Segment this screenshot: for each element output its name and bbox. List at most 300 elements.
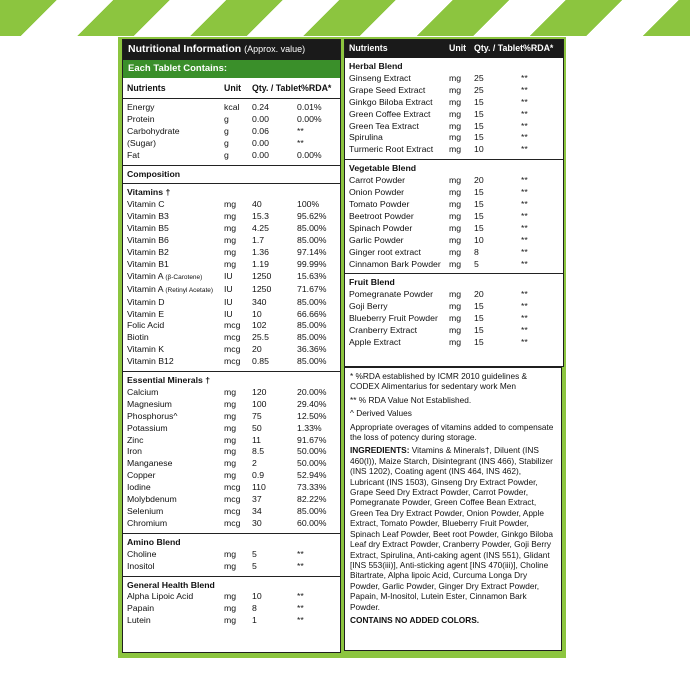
table-row bbox=[123, 435, 340, 447]
ingredients-paragraph bbox=[350, 445, 556, 612]
right-table bbox=[344, 39, 564, 367]
no-colors-note bbox=[350, 615, 556, 625]
unit: mg bbox=[449, 210, 462, 221]
unit: mg bbox=[224, 410, 237, 421]
rda-value: ** bbox=[297, 137, 304, 148]
table-row bbox=[345, 337, 563, 349]
nutrient-name: Manganese bbox=[127, 458, 173, 469]
nutrient-name: Garlic Powder bbox=[349, 234, 404, 245]
rda-value: 91.67% bbox=[297, 434, 327, 445]
unit: mg bbox=[224, 548, 237, 559]
rda-value: ** bbox=[521, 132, 528, 143]
energy-section bbox=[123, 102, 340, 162]
unit: mcg bbox=[224, 494, 241, 505]
table-row bbox=[345, 259, 563, 271]
unit: mg bbox=[449, 144, 462, 155]
quantity: 15 bbox=[474, 187, 484, 198]
nutrient-name: Protein bbox=[127, 113, 155, 124]
unit: mg bbox=[449, 258, 462, 269]
unit: g bbox=[224, 125, 229, 136]
unit: mg bbox=[449, 187, 462, 198]
quantity: 8.5 bbox=[252, 446, 265, 457]
rda-value: ** bbox=[521, 175, 528, 186]
header-qty: Qty. / Tablet bbox=[474, 43, 524, 53]
rda-value: 85.00% bbox=[297, 332, 327, 343]
general-section bbox=[123, 591, 340, 627]
nutrient-name: Spirulina bbox=[349, 132, 383, 143]
unit: mg bbox=[449, 301, 462, 312]
quantity: 1 bbox=[252, 615, 257, 626]
quantity: 0.24 bbox=[252, 102, 269, 112]
quantity: 1.19 bbox=[252, 258, 269, 269]
nutrient-name: Selenium bbox=[127, 506, 164, 516]
nutrient-name: Vitamin B12 bbox=[127, 356, 174, 367]
nutrient-name: Carrot Powder bbox=[349, 175, 406, 186]
rda-value: ** bbox=[521, 72, 528, 83]
nutrient-name: Carbohydrate bbox=[127, 125, 180, 136]
rda-value: 99.99% bbox=[297, 258, 327, 269]
nutrient-name: Vitamin E bbox=[127, 308, 165, 319]
quantity: 110 bbox=[252, 482, 266, 493]
rda-value: ** bbox=[521, 120, 528, 131]
rda-value: 20.00% bbox=[297, 386, 327, 397]
table-row bbox=[123, 235, 340, 247]
rda-value: 85.00% bbox=[297, 320, 327, 331]
unit: g bbox=[224, 149, 229, 160]
table-row bbox=[123, 423, 340, 435]
overages-note: Appropriate overages of vitamins added to compensate the loss of potency during storage. bbox=[350, 421, 554, 443]
quantity: 30 bbox=[252, 517, 262, 528]
nutrient-name: Biotin bbox=[127, 332, 149, 343]
unit: mg bbox=[449, 84, 462, 95]
table-row bbox=[345, 73, 563, 85]
quantity: 340 bbox=[252, 296, 267, 307]
rda-value: 82.22% bbox=[297, 494, 327, 505]
nutrient-name: Magnesium bbox=[127, 398, 172, 409]
unit: mg bbox=[224, 591, 237, 602]
not-established-note: ** % RDA Value Not Established. bbox=[350, 394, 472, 405]
nutrient-name: Vitamin B1 bbox=[127, 258, 169, 269]
quantity: 0.00 bbox=[252, 113, 269, 124]
table-row bbox=[345, 325, 563, 337]
nutrient-name: Zinc bbox=[127, 434, 144, 445]
unit: mg bbox=[224, 446, 237, 457]
unit: mg bbox=[449, 198, 462, 209]
header-unit: Unit bbox=[224, 83, 242, 93]
unit: mg bbox=[224, 458, 237, 469]
nutrition-title: Nutritional Information bbox=[128, 43, 242, 55]
rda-value: 0.00% bbox=[297, 149, 322, 160]
divider bbox=[123, 98, 340, 99]
unit: mcg bbox=[224, 506, 241, 516]
rda-value: 50.00% bbox=[297, 446, 327, 457]
vitamins-label: Vitamins † bbox=[127, 187, 171, 198]
quantity: 15 bbox=[474, 108, 484, 119]
table-row bbox=[345, 301, 563, 313]
nutrient-name: Molybdenum bbox=[127, 494, 177, 505]
nutrient-name: Folic Acid bbox=[127, 320, 165, 331]
quantity: 5 bbox=[252, 560, 257, 571]
unit: IU bbox=[224, 296, 233, 307]
quantity: 102 bbox=[252, 320, 267, 331]
unit: mg bbox=[449, 234, 462, 245]
unit: mg bbox=[224, 434, 237, 445]
table-row bbox=[123, 494, 340, 506]
table-row bbox=[123, 138, 340, 150]
nutrient-name: Ginger root extract bbox=[349, 246, 421, 257]
table-row bbox=[123, 506, 340, 518]
quantity: 15 bbox=[474, 222, 484, 233]
table-row bbox=[123, 309, 340, 321]
table-row bbox=[123, 344, 340, 356]
nutrient-name: Calcium bbox=[127, 386, 159, 397]
header-nutrients: Nutrients bbox=[127, 83, 166, 93]
quantity: 10 bbox=[252, 308, 262, 319]
unit: mg bbox=[449, 222, 462, 233]
rda-value: ** bbox=[521, 258, 528, 269]
rda-value: 97.14% bbox=[297, 246, 327, 257]
table-row bbox=[123, 615, 340, 627]
unit: mg bbox=[224, 615, 237, 626]
rda-value: 1.33% bbox=[297, 422, 322, 433]
right-header-row bbox=[349, 42, 559, 55]
quantity: 40 bbox=[252, 199, 262, 210]
table-row bbox=[123, 259, 340, 271]
unit: mg bbox=[449, 120, 462, 131]
rda-value: 12.50% bbox=[297, 410, 327, 421]
quantity: 0.00 bbox=[252, 149, 269, 160]
unit: IU bbox=[224, 308, 233, 319]
rda-value: ** bbox=[521, 234, 528, 245]
nutrient-name: Choline bbox=[127, 548, 157, 559]
table-row bbox=[345, 289, 563, 301]
table-row bbox=[123, 387, 340, 399]
quantity: 15 bbox=[474, 313, 484, 324]
table-row bbox=[123, 102, 340, 114]
table-row bbox=[345, 144, 563, 156]
rda-value: 95.62% bbox=[297, 211, 327, 222]
unit: mg bbox=[224, 398, 237, 409]
quantity: 15 bbox=[474, 336, 484, 347]
table-row bbox=[345, 175, 563, 187]
amino-section bbox=[123, 549, 340, 573]
amino-label: Amino Blend bbox=[127, 536, 181, 547]
unit: mg bbox=[224, 560, 237, 571]
table-row bbox=[123, 126, 340, 138]
unit: mg bbox=[224, 470, 237, 481]
rda-value: 29.40% bbox=[297, 398, 327, 409]
unit: mg bbox=[224, 603, 237, 614]
quantity: 20 bbox=[474, 289, 484, 300]
quantity: 15 bbox=[474, 301, 484, 312]
nutrient-name: Apple Extract bbox=[349, 336, 401, 347]
unit: mg bbox=[224, 246, 237, 257]
divider bbox=[123, 371, 340, 372]
quantity: 20 bbox=[252, 344, 262, 355]
quantity: 10 bbox=[474, 144, 484, 155]
nutrient-name: Energy bbox=[127, 102, 155, 112]
nutrient-name: Goji Berry bbox=[349, 301, 388, 312]
nutrient-name: Cinnamon Bark Powder bbox=[349, 258, 441, 269]
unit: mg bbox=[449, 72, 462, 83]
vitamin-a-note: (β-Carotene) bbox=[163, 273, 203, 281]
quantity: 15 bbox=[474, 198, 484, 209]
rda-value: ** bbox=[521, 96, 528, 107]
quantity: 0.9 bbox=[252, 470, 265, 481]
unit: mcg bbox=[224, 482, 241, 493]
ingredients-label: INGREDIENTS: bbox=[350, 445, 410, 456]
quantity: 25.5 bbox=[252, 332, 269, 343]
rda-value: 73.33% bbox=[297, 482, 327, 493]
rda-value: 71.67% bbox=[297, 283, 327, 294]
unit: mg bbox=[449, 132, 462, 143]
quantity: 1250 bbox=[252, 283, 272, 294]
nutrient-name: Ginseng Extract bbox=[349, 72, 411, 83]
unit: mg bbox=[449, 175, 462, 186]
table-row bbox=[345, 313, 563, 325]
nutrient-name: Cranberry Extract bbox=[349, 325, 418, 336]
nutrient-name: Pomegranate Powder bbox=[349, 289, 434, 300]
nutrient-name: Ginkgo Biloba Extract bbox=[349, 96, 433, 107]
nutrient-name: Turmeric Root Extract bbox=[349, 144, 434, 155]
table-row bbox=[123, 199, 340, 211]
divider bbox=[123, 533, 340, 534]
table-row bbox=[123, 271, 340, 284]
label-panel bbox=[118, 37, 566, 658]
rda-value: 85.00% bbox=[297, 356, 327, 367]
rda-value: 36.36% bbox=[297, 344, 327, 355]
unit: g bbox=[224, 137, 229, 148]
rda-value: 52.94% bbox=[297, 470, 327, 481]
nutrient-name: Lutein bbox=[127, 615, 151, 626]
quantity: 100 bbox=[252, 398, 267, 409]
rda-value: ** bbox=[297, 548, 304, 559]
divider bbox=[123, 165, 340, 166]
table-row bbox=[123, 446, 340, 458]
nutrient-name: Vitamin B2 bbox=[127, 246, 169, 257]
minerals-section bbox=[123, 387, 340, 530]
quantity: 0.85 bbox=[252, 356, 269, 367]
nutrient-name: Iron bbox=[127, 446, 142, 457]
quantity: 37 bbox=[252, 494, 262, 505]
rda-value: 85.00% bbox=[297, 296, 327, 307]
quantity: 15 bbox=[474, 120, 484, 131]
table-row bbox=[123, 247, 340, 259]
left-header-row bbox=[123, 82, 340, 95]
table-row bbox=[345, 85, 563, 97]
nutrient-name: Potassium bbox=[127, 422, 168, 433]
nutrition-title-note: (Approx. value) bbox=[244, 44, 306, 54]
unit: mg bbox=[449, 96, 462, 107]
table-row bbox=[345, 109, 563, 121]
nutrient-name: Spinach Powder bbox=[349, 222, 413, 233]
nutrient-name: Chromium bbox=[127, 517, 168, 528]
quantity: 11 bbox=[252, 434, 262, 445]
quantity: 34 bbox=[252, 506, 262, 516]
unit: mcg bbox=[224, 320, 241, 331]
quantity: 8 bbox=[474, 246, 479, 257]
quantity: 5 bbox=[252, 548, 257, 559]
unit: mg bbox=[224, 386, 237, 397]
header-qty: Qty. / Tablet bbox=[252, 83, 302, 93]
rda-value: ** bbox=[297, 560, 304, 571]
quantity: 5 bbox=[474, 258, 479, 269]
nutrient-name: (Sugar) bbox=[127, 137, 156, 148]
quantity: 10 bbox=[474, 234, 484, 245]
table-row bbox=[345, 223, 563, 235]
nutrient-name: Phosphorus^ bbox=[127, 410, 178, 421]
general-label: General Health Blend bbox=[127, 579, 215, 590]
nutrient-name: Onion Powder bbox=[349, 187, 405, 198]
rda-value: 50.00% bbox=[297, 458, 327, 469]
header-rda: %RDA* bbox=[301, 83, 332, 93]
unit: IU bbox=[224, 270, 233, 281]
rda-value: 100% bbox=[297, 199, 320, 210]
unit: mcg bbox=[224, 332, 241, 343]
table-row bbox=[123, 297, 340, 309]
composition-label: Composition bbox=[127, 168, 181, 179]
nutrient-name: Vitamin B3 bbox=[127, 211, 169, 222]
fruit-label: Fruit Blend bbox=[349, 277, 395, 288]
rda-value: ** bbox=[297, 603, 304, 614]
vegetable-section bbox=[345, 175, 563, 270]
table-row bbox=[123, 114, 340, 126]
unit: mg bbox=[224, 211, 237, 222]
unit: g bbox=[224, 113, 229, 124]
nutrient-name: Iodine bbox=[127, 482, 151, 493]
table-row bbox=[123, 549, 340, 561]
rda-value: 66.66% bbox=[297, 308, 327, 319]
unit: mg bbox=[224, 258, 237, 269]
table-row bbox=[345, 211, 563, 223]
rda-value: ** bbox=[521, 246, 528, 257]
nutrition-title-bar bbox=[123, 40, 340, 60]
quantity: 8 bbox=[252, 603, 257, 614]
table-row bbox=[123, 150, 340, 162]
nutrient-name: Vitamin C bbox=[127, 199, 165, 210]
vitamin-a-note: (Retinyl Acetate) bbox=[163, 286, 214, 294]
table-row bbox=[345, 187, 563, 199]
table-row bbox=[345, 97, 563, 109]
unit: mg bbox=[224, 422, 237, 433]
vitamins-section bbox=[123, 199, 340, 368]
tablet-subtitle: Each Tablet Contains: bbox=[123, 60, 340, 78]
quantity: 2 bbox=[252, 458, 257, 469]
header-unit: Unit bbox=[449, 43, 467, 53]
quantity: 25 bbox=[474, 72, 484, 83]
nutrient-name: Grape Seed Extract bbox=[349, 84, 426, 95]
quantity: 1250 bbox=[252, 270, 272, 281]
rda-value: 85.00% bbox=[297, 235, 327, 246]
nutrient-name: Vitamin A (Retinyl Acetate) bbox=[127, 283, 214, 294]
table-row bbox=[123, 284, 340, 297]
nutrient-name: Tomato Powder bbox=[349, 198, 410, 209]
table-row bbox=[345, 235, 563, 247]
vegetable-label: Vegetable Blend bbox=[349, 163, 417, 174]
unit: IU bbox=[224, 283, 233, 294]
rda-value: ** bbox=[521, 187, 528, 198]
quantity: 75 bbox=[252, 410, 262, 421]
quantity: 25 bbox=[474, 84, 484, 95]
rda-value: ** bbox=[521, 313, 528, 324]
rda-value: 15.63% bbox=[297, 270, 327, 281]
header-nutrients: Nutrients bbox=[349, 43, 388, 53]
quantity: 15 bbox=[474, 132, 484, 143]
table-row bbox=[123, 482, 340, 494]
rda-value: ** bbox=[521, 84, 528, 95]
quantity: 15 bbox=[474, 96, 484, 107]
table-row bbox=[123, 211, 340, 223]
quantity: 0.06 bbox=[252, 125, 269, 136]
quantity: 20 bbox=[474, 175, 484, 186]
unit: mcg bbox=[224, 517, 241, 528]
unit: mg bbox=[224, 199, 237, 210]
notes-box bbox=[344, 367, 562, 651]
table-row bbox=[123, 223, 340, 235]
nutrient-name: Vitamin D bbox=[127, 296, 165, 307]
nutrient-name: Blueberry Fruit Powder bbox=[349, 313, 438, 324]
left-table bbox=[122, 39, 341, 653]
rda-value: ** bbox=[521, 336, 528, 347]
rda-value: ** bbox=[521, 108, 528, 119]
rda-value: 85.00% bbox=[297, 223, 327, 234]
nutrient-name: Green Tea Extract bbox=[349, 120, 419, 131]
table-row bbox=[123, 411, 340, 423]
rda-note: * %RDA established by ICMR 2010 guidelines & CODEX Alimentarius for sedentary work Men bbox=[350, 371, 528, 392]
rda-value: 0.00% bbox=[297, 113, 322, 124]
divider bbox=[123, 576, 340, 577]
ingredients-text: Vitamins & Minerals†, Diluent (INS 460(I)), Maize Starch, Disintegrant (INS 466), Stabilizer (INS 1202), Coating agent (INS 464, INS 462), Lubricant (INS 1503), Ginseng Dry Extract Powder, Grape Seed Dry Extract Powder, Carrot Powder, Pomegranate Powder, Green Coffee Bean Extract, Green Tea Dry Extract Powder, Onion Powder, Apple Extract, Tomato Powder, Blueberry Fruit Powder, Spinach Leaf Powder, Beet root Powder, Ginkgo Biloba Leaf dry Extract Powder, Cranberry Powder, Goji Berry Extract, Spirulina, Anti-caking agent (INS 551), Glidant [INS 553(iii)], Anti-sticking agent [INS 470(iii)], Choline Bitartrate, Alpha lipoic Acid, Curcuma Longa Dry Powder, Garlic Powder, Ginger Dry Extract Powder, Papain, M-Inositol, Lutein Ester, Cinnamon Bark Powder. bbox=[350, 445, 553, 612]
rda-value: ** bbox=[297, 591, 304, 602]
table-row bbox=[123, 399, 340, 411]
unit: mg bbox=[449, 313, 462, 324]
nutrient-name: Inositol bbox=[127, 560, 155, 571]
unit: mcg bbox=[224, 356, 241, 367]
table-row bbox=[123, 458, 340, 470]
quantity: 15 bbox=[474, 325, 484, 336]
table-row bbox=[345, 132, 563, 144]
unit: mg bbox=[224, 223, 237, 234]
quantity: 1.36 bbox=[252, 246, 269, 257]
nutrient-name: Alpha Lipoic Acid bbox=[127, 591, 194, 602]
rda-value: 85.00% bbox=[297, 506, 327, 516]
table-row bbox=[123, 356, 340, 368]
minerals-label: Essential Minerals † bbox=[127, 375, 211, 386]
nutrient-name: Vitamin B6 bbox=[127, 235, 169, 246]
table-row bbox=[345, 199, 563, 211]
quantity: 50 bbox=[252, 422, 262, 433]
divider bbox=[123, 183, 340, 184]
unit: mg bbox=[449, 246, 462, 257]
divider bbox=[345, 159, 563, 160]
rda-value: ** bbox=[521, 210, 528, 221]
unit: mg bbox=[449, 325, 462, 336]
quantity: 1.7 bbox=[252, 235, 265, 246]
nutrient-name: Vitamin K bbox=[127, 344, 165, 355]
nutrient-name: Vitamin B5 bbox=[127, 223, 169, 234]
quantity: 10 bbox=[252, 591, 262, 602]
table-row bbox=[123, 518, 340, 530]
rda-value: ** bbox=[521, 198, 528, 209]
table-row bbox=[123, 332, 340, 344]
unit: mg bbox=[224, 235, 237, 246]
rda-value: ** bbox=[521, 301, 528, 312]
unit: mg bbox=[449, 108, 462, 119]
divider bbox=[345, 273, 563, 274]
unit: mg bbox=[449, 289, 462, 300]
table-row bbox=[345, 121, 563, 133]
quantity: 15.3 bbox=[252, 211, 269, 222]
